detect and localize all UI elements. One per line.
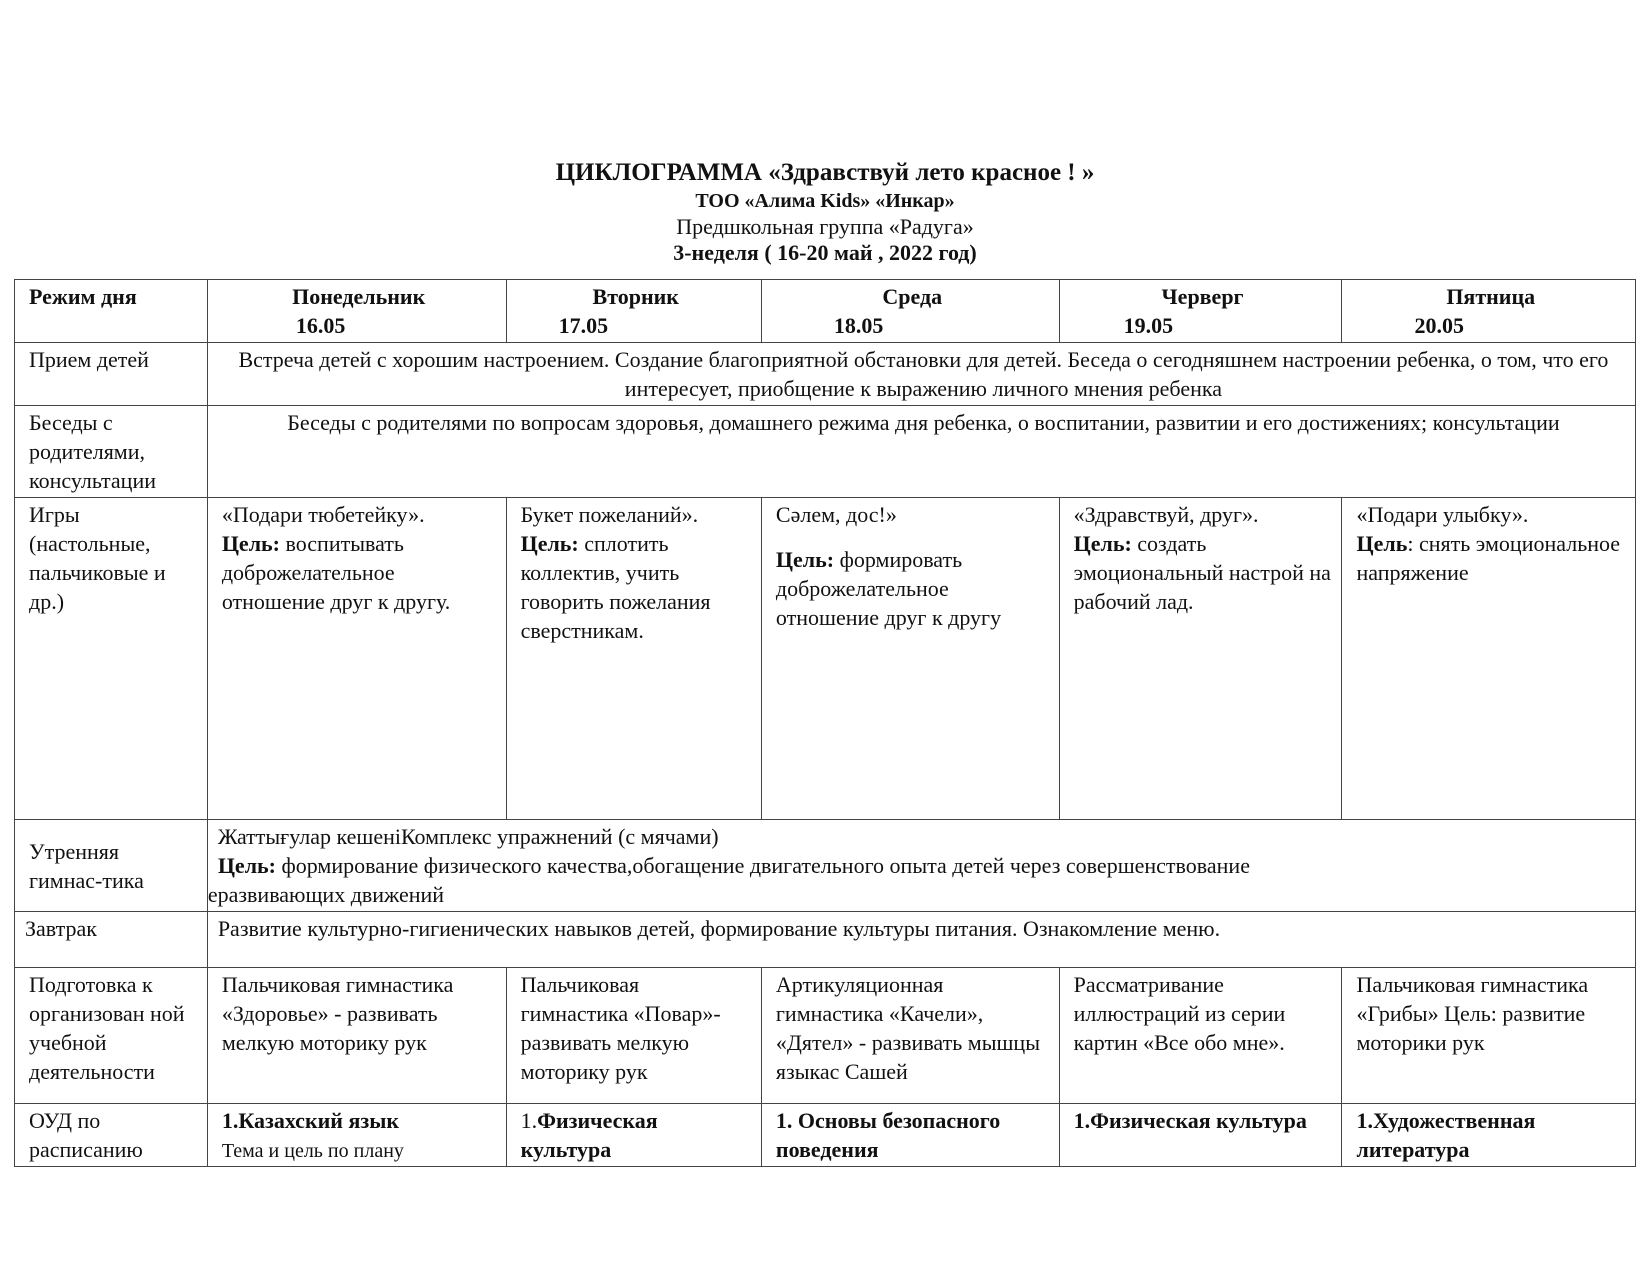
row-label-reception: Прием детей bbox=[15, 343, 208, 406]
games-cell-friday: «Подари улыбку». Цель: снять эмоциональное напряжение bbox=[1342, 498, 1636, 820]
organization-name: ТОО «Алима Kids» «Инкар» bbox=[695, 190, 955, 212]
table-row bbox=[15, 406, 1636, 498]
games-cell-monday: «Подари тюбетейку». Цель: воспитывать доброжелательное отношение друг к другу. bbox=[207, 498, 506, 820]
document-title: ЦИКЛОГРАММА «Здравствуй лето красное ! » bbox=[555, 159, 1095, 186]
row-label-games: Игры (настольные, пальчиковые и др.) bbox=[15, 498, 208, 820]
prep-cell-thursday: Рассматривание иллюстраций из серии картин «Все обо мне». bbox=[1059, 968, 1342, 1104]
document-header bbox=[0, 158, 1650, 267]
prep-cell-tuesday: Пальчиковая гимнастика «Повар»- развивать мелкую моторику рук bbox=[506, 968, 761, 1104]
prep-cell-wednesday: Артикуляционная гимнастика «Качели», «Дятел» - развивать мышцы языкас Сашей bbox=[761, 968, 1059, 1104]
schedule-table bbox=[14, 279, 1636, 1167]
table-row bbox=[15, 968, 1636, 1104]
table-header-row bbox=[15, 280, 1636, 343]
table-row bbox=[15, 820, 1636, 912]
column-header-regime: Режим дня bbox=[15, 280, 208, 343]
row-label-prep: Подготовка к организован ной учебной деятельности bbox=[15, 968, 208, 1104]
group-name: Предшкольная группа «Радуга» bbox=[676, 214, 974, 239]
oud-cell-friday: 1.Художественная литература bbox=[1342, 1104, 1636, 1167]
table-row bbox=[15, 343, 1636, 406]
breakfast-text: Развитие культурно-гигиенических навыков детей, формирование культуры питания. Ознакомление меню. bbox=[207, 912, 1635, 968]
games-cell-wednesday: Сәлем, дос!» Цель: формировать доброжелательное отношение друг к другу bbox=[761, 498, 1059, 820]
row-label-gym: Утренняя гимнас-тика bbox=[15, 820, 208, 912]
table-row bbox=[15, 498, 1636, 820]
column-header-tuesday: Вторник 17.05 bbox=[506, 280, 761, 343]
oud-cell-tuesday: 1.Физическая культура bbox=[506, 1104, 761, 1167]
reception-text: Встреча детей с хорошим настроением. Создание благоприятной обстановки для детей. Беседа о сегодняшнем настроении ребенка, о том, что его интересует, приобщение к выражению личного мнения ребенка bbox=[207, 343, 1635, 406]
prep-cell-monday: Пальчиковая гимнастика «Здоровье» - развивать мелкую моторику рук bbox=[207, 968, 506, 1104]
games-cell-thursday: «Здравствуй, друг». Цель: создать эмоциональный настрой на рабочий лад. bbox=[1059, 498, 1342, 820]
gym-text: Жаттығулар кешеніКомплекс упражнений (с мячами) Цель: формирование физического качества,обогащение двигательного опыта детей через совершенствование еразвивающих движений bbox=[207, 820, 1635, 912]
week-range: 3-неделя ( 16-20 май , 2022 год) bbox=[673, 240, 977, 266]
column-header-monday: Понедельник 16.05 bbox=[207, 280, 506, 343]
row-label-breakfast: Завтрак bbox=[15, 912, 208, 968]
row-label-parents: Беседы с родителями, консультации bbox=[15, 406, 208, 498]
oud-cell-wednesday: 1. Основы безопасного поведения bbox=[761, 1104, 1059, 1167]
row-label-oud: ОУД по расписанию bbox=[15, 1104, 208, 1167]
column-header-friday: Пятница 20.05 bbox=[1342, 280, 1636, 343]
prep-cell-friday: Пальчиковая гимнастика «Грибы» Цель: развитие моторики рук bbox=[1342, 968, 1636, 1104]
column-header-thursday: Черверг 19.05 bbox=[1059, 280, 1342, 343]
column-header-wednesday: Среда 18.05 bbox=[761, 280, 1059, 343]
table-row bbox=[15, 1104, 1636, 1167]
games-cell-tuesday: Букет пожеланий». Цель: сплотить коллектив, учить говорить пожелания сверстникам. bbox=[506, 498, 761, 820]
oud-cell-thursday: 1.Физическая культура bbox=[1059, 1104, 1342, 1167]
parents-text: Беседы с родителями по вопросам здоровья, домашнего режима дня ребенка, о воспитании, развитии и его достижениях; консультации bbox=[207, 406, 1635, 498]
oud-cell-monday: 1.Казахский язык Тема и цель по плану bbox=[207, 1104, 506, 1167]
table-row bbox=[15, 912, 1636, 968]
